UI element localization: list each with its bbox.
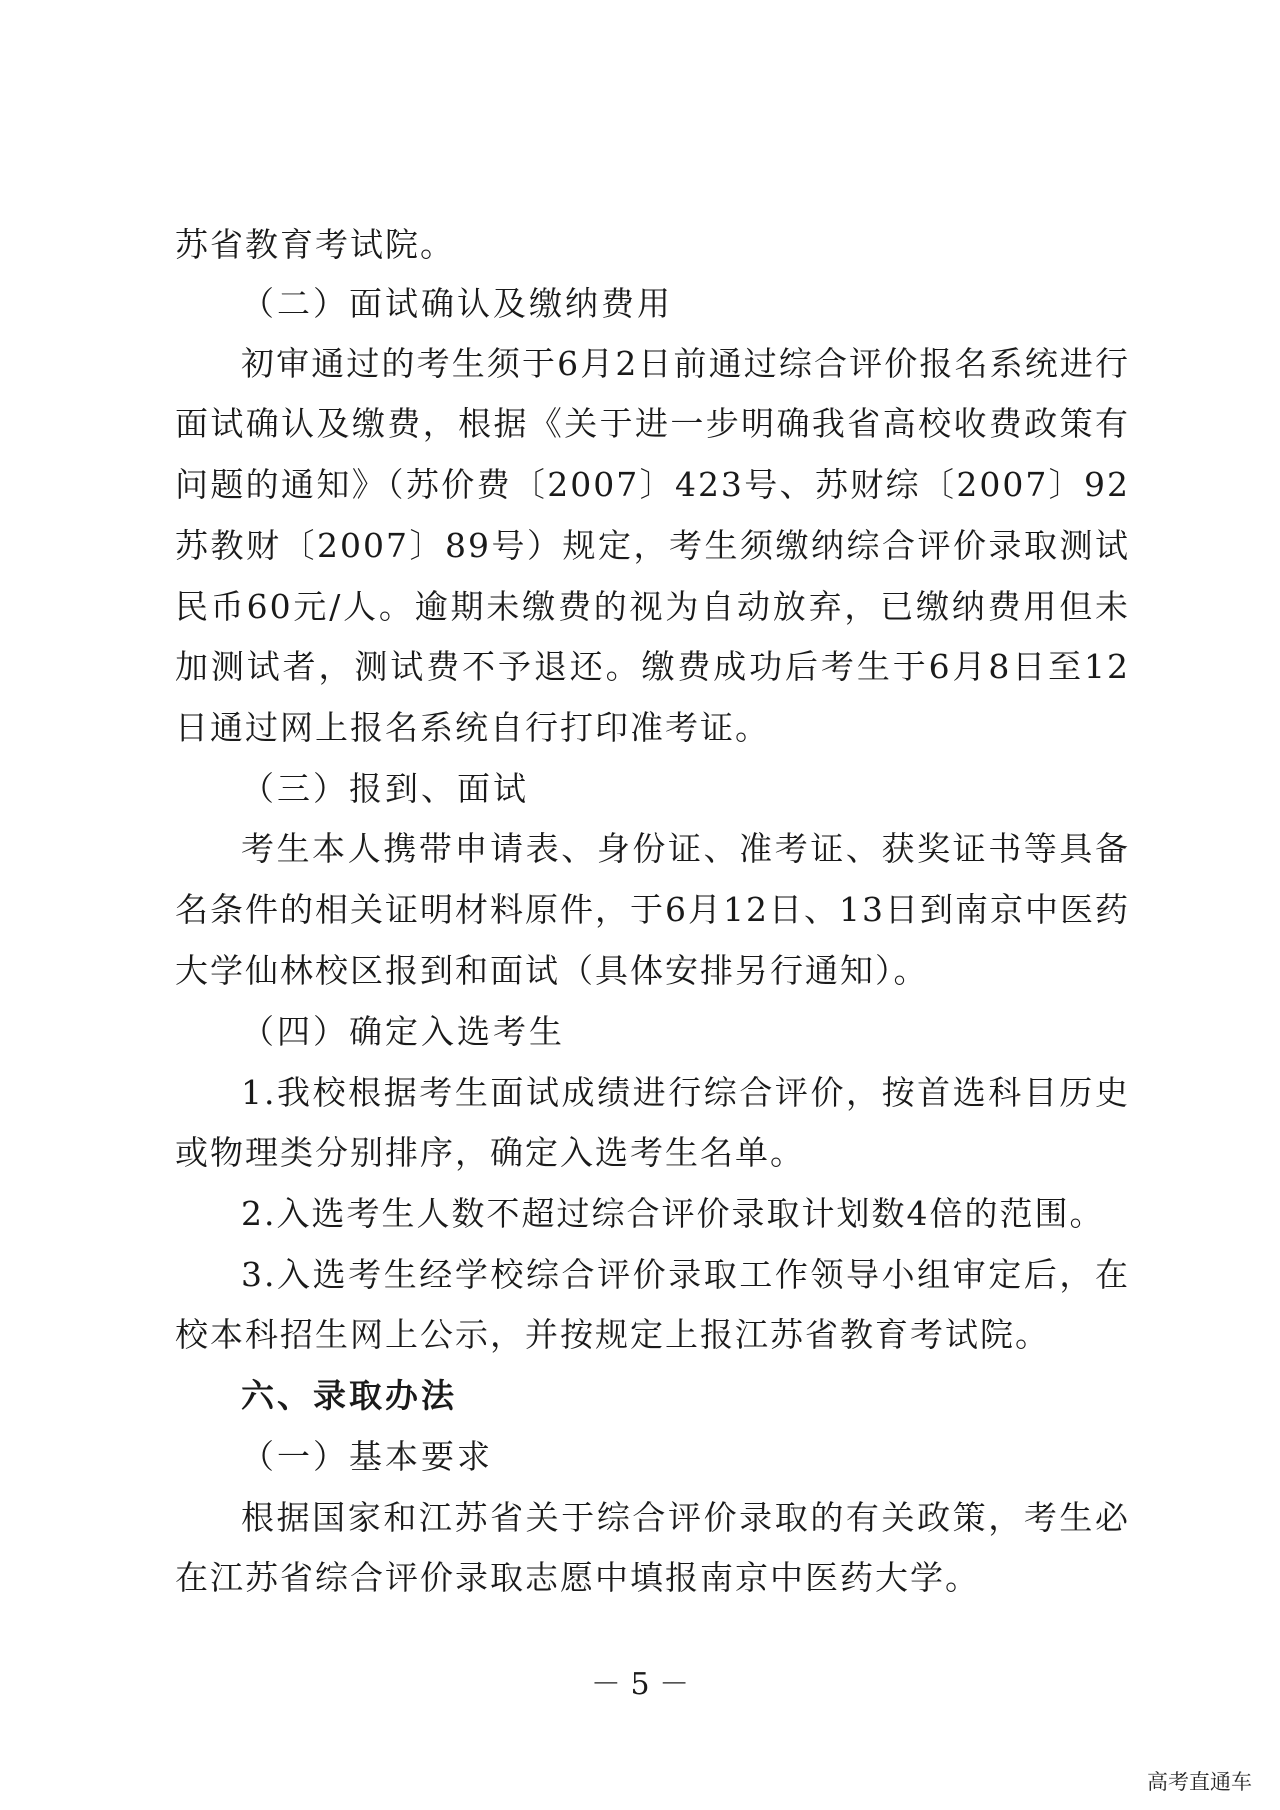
body-line: 名条件的相关证明材料原件，于6月12日、13日到南京中医药 (175, 890, 1130, 929)
body-line: 2.入选考生人数不超过综合评价录取计划数4倍的范围。 (241, 1194, 1105, 1233)
body-line: 苏省教育考试院。 (175, 225, 455, 264)
subsection-heading: （一）基本要求 (241, 1437, 493, 1476)
watermark: 高考直通车 (1147, 1770, 1252, 1794)
body-line: 或物理类分别排序，确定入选考生名单。 (175, 1133, 805, 1172)
page-number: － 5 － (590, 1667, 690, 1702)
body-line: 问题的通知》（苏价费〔2007〕423号、苏财综〔2007〕92 (175, 465, 1130, 504)
body-line: 日通过网上报名系统自行打印准考证。 (175, 708, 770, 747)
body-line: 民币60元/人。逾期未缴费的视为自动放弃，已缴纳费用但未 (175, 587, 1130, 626)
body-line: 1.我校根据考生面试成绩进行综合评价，按首选科目历史 (241, 1073, 1130, 1112)
body-line: 面试确认及缴费，根据《关于进一步明确我省高校收费政策有 (175, 404, 1130, 443)
subsection-heading: （二）面试确认及缴纳费用 (241, 284, 673, 323)
body-line: 初审通过的考生须于6月2日前通过综合评价报名系统进行 (241, 344, 1130, 383)
body-line: 考生本人携带申请表、身份证、准考证、获奖证书等具备 (241, 829, 1130, 868)
body-line: 加测试者，测试费不予退还。缴费成功后考生于6月8日至12 (175, 647, 1130, 686)
body-line: 大学仙林校区报到和面试（具体安排另行通知）。 (175, 951, 929, 990)
body-line: 3.入选考生经学校综合评价录取工作领导小组审定后，在 (241, 1255, 1130, 1294)
body-line: 在江苏省综合评价录取志愿中填报南京中医药大学。 (175, 1558, 980, 1597)
body-line: 苏教财〔2007〕89号）规定，考生须缴纳综合评价录取测试 (175, 526, 1130, 565)
subsection-heading: （三）报到、面试 (241, 769, 529, 808)
body-line: 校本科招生网上公示，并按规定上报江苏省教育考试院。 (175, 1315, 1050, 1354)
body-line: 根据国家和江苏省关于综合评价录取的有关政策，考生必 (241, 1498, 1130, 1537)
section-heading: 六、录取办法 (241, 1376, 457, 1415)
subsection-heading: （四）确定入选考生 (241, 1012, 565, 1051)
